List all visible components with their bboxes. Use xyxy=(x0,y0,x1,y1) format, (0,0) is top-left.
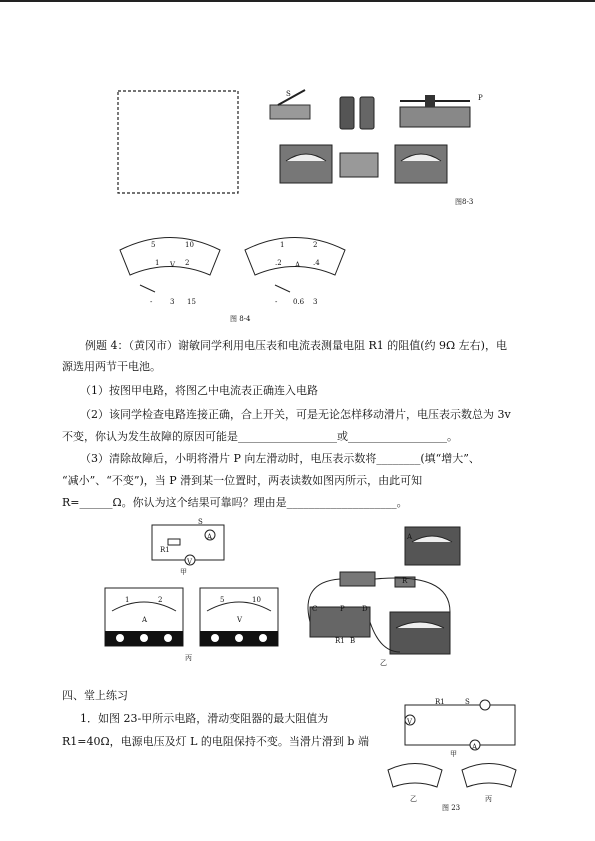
voltmeter-terminal-3: 3 xyxy=(170,298,175,306)
resistor-photo xyxy=(340,153,378,177)
figure-bing-label: 丙 xyxy=(185,654,192,662)
ammeter-scale-04: .4 xyxy=(313,259,320,267)
figure-bing xyxy=(100,583,292,663)
fig23-label-bing: 丙 xyxy=(485,795,492,803)
figure-jia-drawing xyxy=(140,515,240,580)
figure-8-3-caption: 图8-3 xyxy=(455,198,474,206)
example4-q3-line3: R=______Ω。你认为这个结果可靠吗？理由是____________________。 xyxy=(62,496,408,509)
ammeter-terminal-06: 0.6 xyxy=(293,298,305,306)
bing-ammeter-top-2: 2 xyxy=(158,596,163,604)
figure-23-caption: 图 23 xyxy=(442,804,461,812)
switch-photo xyxy=(270,105,310,119)
example4-line1: 例题 4：（黄冈市）谢敏同学利用电压表和电流表测量电阻 R1 的阻值(约 9Ω 左右)，电 xyxy=(85,339,507,352)
yi-label-r1: R1 xyxy=(335,637,345,645)
bing-voltmeter-top-5: 5 xyxy=(220,596,225,604)
voltmeter-photo xyxy=(395,145,447,183)
figure-yi xyxy=(300,522,470,667)
section4-p1: 1．如图 23-甲所示电路，滑动变阻器的最大阻值为 xyxy=(80,712,329,725)
ammeter-scale-02: .2 xyxy=(275,259,282,267)
bing-voltmeter-top-10: 10 xyxy=(252,596,261,604)
figure-23 xyxy=(380,695,525,815)
yi-label-p: P xyxy=(340,605,345,613)
example4-q1: （1）按图甲电路，将图乙中电流表正确连入电路 xyxy=(80,384,318,397)
example4-line2: 源选用两节干电池。 xyxy=(62,360,161,373)
yi-label-d: D xyxy=(362,605,368,613)
rheostat-photo xyxy=(400,107,470,127)
bing-ammeter-top-1: 1 xyxy=(125,596,130,604)
yi-label-a: A xyxy=(407,533,413,541)
battery-photo xyxy=(340,97,354,129)
jia-label-a: A xyxy=(207,533,213,541)
section4-heading: 四、堂上练习 xyxy=(62,689,128,702)
voltmeter-unit: V xyxy=(170,261,176,269)
section4-p2: R1=40Ω，电源电压及灯 L 的电阻保持不变。当滑片滑到 b 端 xyxy=(62,735,369,748)
ammeter-terminal-3: 3 xyxy=(313,298,318,306)
voltmeter-scale-1: 1 xyxy=(155,259,160,267)
ammeter-unit: A xyxy=(295,261,301,269)
yi-label-b: B xyxy=(350,637,356,645)
fig23-label-yi: 乙 xyxy=(410,795,417,803)
fig23-label-jia: 甲 xyxy=(450,750,457,758)
example4-q3-line1: （3）清除故障后，小明将滑片 P 向左滑动时，电压表示数将________(填“增大”、 xyxy=(80,452,480,465)
jia-label-r1: R1 xyxy=(160,546,170,554)
voltmeter-terminal-15: 15 xyxy=(187,298,196,306)
slider-label: P xyxy=(478,94,483,102)
fig23-label-v: V xyxy=(407,718,413,726)
fig23-label-r1: R1 xyxy=(435,698,445,706)
figure-8-4 xyxy=(115,230,360,325)
yi-label-c: C xyxy=(312,605,318,613)
figure-yi-label: 乙 xyxy=(380,659,387,667)
example4-q2-line1: （2）该同学检查电路连接正确，合上开关，可是无论怎样移动滑片，电压表示数总为 3v xyxy=(80,408,511,421)
figure-8-3 xyxy=(110,85,495,215)
ammeter-scale-1: 1 xyxy=(280,241,285,249)
figure-jia xyxy=(140,515,240,580)
switch-label: S xyxy=(286,90,291,98)
jia-label-v: V xyxy=(187,558,193,566)
figure-8-3-drawing xyxy=(110,85,495,215)
example4-q3-line2: “减小”、“不变”)，当 P 滑到某一位置时，两表读数如图丙所示，由此可知 xyxy=(62,474,423,487)
ammeter-photo xyxy=(280,145,332,183)
fig23-label-a: A xyxy=(472,743,478,751)
example4-q2-line2: 不变，你认为发生故障的原因可能是__________________或__________________。 xyxy=(62,430,458,443)
yi-label-r: R xyxy=(402,577,408,585)
voltmeter-scale-2: 2 xyxy=(185,259,190,267)
ammeter-terminal-neg: - xyxy=(275,298,278,306)
figure-jia-label: 甲 xyxy=(180,568,187,576)
fig23-label-s: S xyxy=(465,698,470,706)
top-border xyxy=(0,0,595,2)
battery-photo xyxy=(360,97,374,129)
figure-8-4-caption: 图 8-4 xyxy=(230,315,251,323)
ammeter-scale-2: 2 xyxy=(313,241,318,249)
voltmeter-scale-5: 5 xyxy=(151,241,156,249)
voltmeter-scale-10: 10 xyxy=(185,241,194,249)
figure-yi-drawing xyxy=(300,522,470,667)
bing-ammeter-unit: A xyxy=(142,616,148,624)
bing-voltmeter-unit: V xyxy=(237,616,243,624)
circuit-placeholder-box xyxy=(118,91,238,193)
jia-label-s: S xyxy=(198,518,203,526)
voltmeter-terminal-neg: - xyxy=(150,298,153,306)
